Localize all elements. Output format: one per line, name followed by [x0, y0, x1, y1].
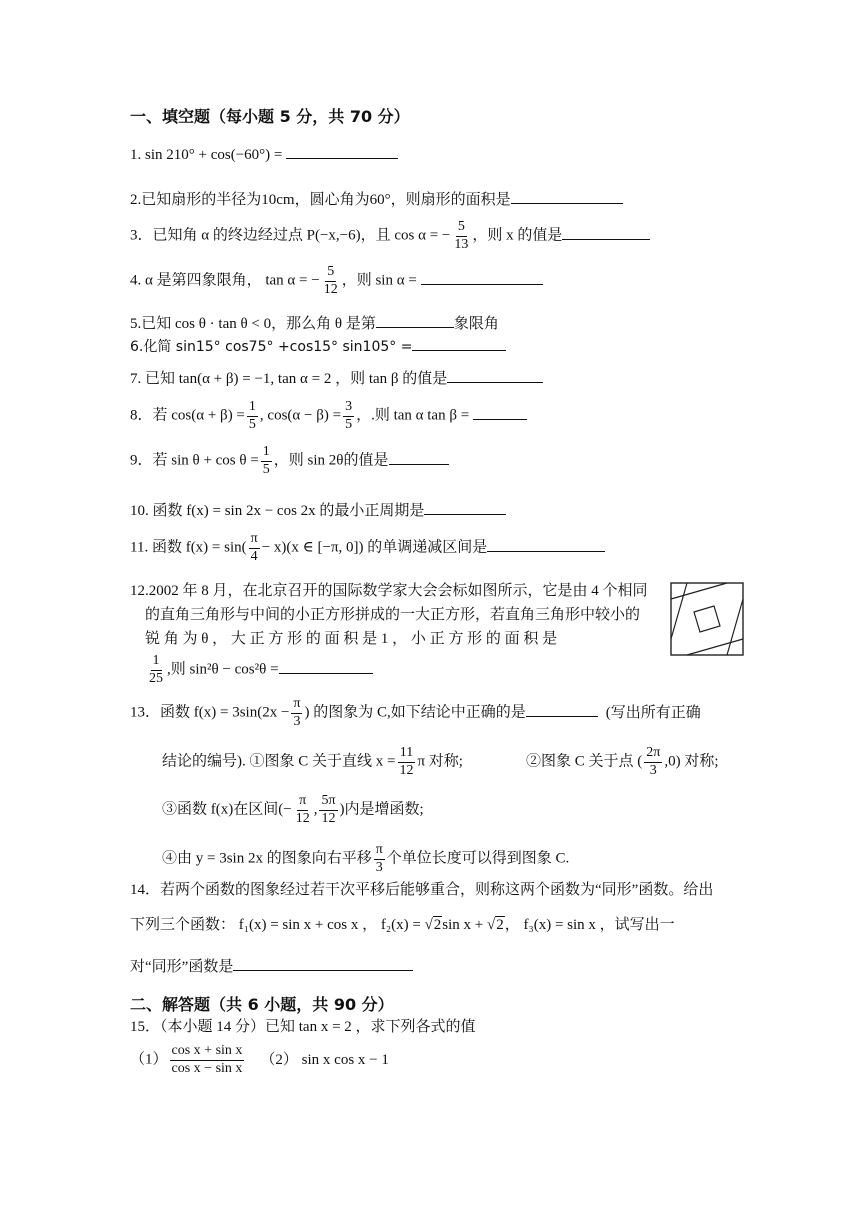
question-1: 1. sin 210° + cos(−60°) = [130, 144, 398, 163]
question-2: 2.已知扇形的半径为10cm，圆心角为60°，则扇形的面积是 [130, 189, 623, 208]
answer-blank [526, 702, 598, 717]
answer-blank [562, 225, 650, 240]
answer-blank [389, 450, 449, 465]
answer-blank [279, 659, 373, 674]
fraction: $\frac{5}{12}$ [323, 264, 338, 297]
fraction: $\frac{5}{13}$ [454, 219, 469, 252]
fraction: $\frac{1}{5}$ [248, 399, 256, 432]
fraction: $\frac{1}{5}$ [262, 444, 270, 477]
fraction: $\frac{5\pi}{12}$ [321, 793, 336, 826]
fraction: $\frac{\pi}{3}$ [375, 842, 383, 875]
answer-blank [233, 956, 413, 971]
question-11: 11. 函数 f(x) = sin( $\frac{\pi}{4}$ − x)(x ∈ [−π, 0]) 的单调递减区间是 [130, 532, 605, 564]
sqrt-symbol: √2 [487, 917, 504, 933]
question-5: 5.已知 cos θ · tan θ < 0，那么角 θ 是第 象限角 [130, 313, 499, 332]
fraction: $\frac{11}{12}$ [399, 745, 414, 778]
question-9: 9．若 sin θ + cos θ = $\frac{1}{5}$ ，则 sin 2θ的值是 [130, 445, 449, 477]
fraction: $\frac{1}{25}$ [149, 653, 163, 686]
question-3: 3．已知角 α 的终边经过点 P(−x,−6)，且 cos α = − $\frac{5}{13}$ ，则 x 的值是 [130, 220, 650, 252]
answer-blank [412, 336, 506, 351]
answer-blank [447, 368, 543, 383]
fraction: $\frac{\pi}{4}$ [250, 531, 258, 564]
answer-blank [286, 144, 398, 159]
answer-blank [421, 270, 543, 285]
question-6: 6.化简 sin15° cos75° +cos15° sin105° = [130, 336, 506, 354]
answer-blank [376, 313, 454, 328]
question-4: 4. α 是第四象限角， tan α = − $\frac{5}{12}$ ，则 sin α = [130, 265, 543, 297]
fraction: $\frac{\pi}{12}$ [295, 793, 310, 826]
fraction: $\frac{\pi}{3}$ [293, 696, 301, 729]
fraction: $\frac{3}{5}$ [345, 399, 353, 432]
section-2-title: 二、解答题（共 6 小题，共 90 分） [130, 995, 394, 1014]
question-8: 8．若 cos(α + β) = $\frac{1}{5}$ , cos(α − β) = $\frac{3}{5}$ ，.则 tan α tan β = [130, 400, 527, 432]
answer-blank [511, 189, 623, 204]
question-10: 10. 函数 f(x) = sin 2x − cos 2x 的最小正周期是 [130, 500, 506, 519]
answer-blank [487, 537, 605, 552]
answer-blank [424, 500, 506, 515]
section-1-title: 一、填空题（每小题 5 分，共 70 分） [130, 107, 410, 126]
fraction: $\frac{\text{cos x + sin x}}{\text{cos x − sin x}}$ [171, 1043, 243, 1076]
sqrt-symbol: √2 [424, 917, 442, 933]
question-7: 7. 已知 tan(α + β) = −1, tan α = 2 ，则 tan β 的值是 [130, 368, 543, 387]
congress-logo-figure [670, 582, 744, 656]
answer-blank [473, 405, 527, 420]
fraction: $\frac{2\pi}{3}$ [646, 745, 661, 778]
